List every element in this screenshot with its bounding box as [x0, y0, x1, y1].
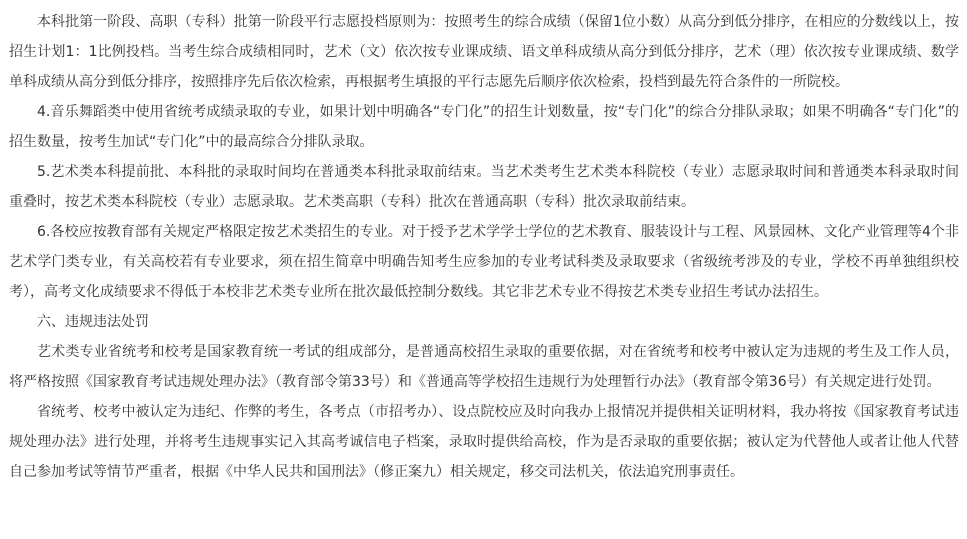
paragraph-violation-basis: 艺术类专业省统考和校考是国家教育统一考试的组成部分，是普通高校招生录取的重要依据，对在省统考和校考中被认定为违规的考生及工作人员，将严格按照《国家教育考试违规处理办法》（教育部令第33号）和《普通高等学校招生违规行为处理暂行办法》（教育部令第36号）有关规定进行处罚。 — [9, 344, 959, 390]
paragraph-violation-handling: 省统考、校考中被认定为违纪、作弊的考生，各考点（市招考办）、设点院校应及时向我办上报情况并提供相关证明材料，我办将按《国家教育考试违规处理办法》进行处理，并将考生违规事实记入其高考诚信电子档案，录取时提供给高校，作为是否录取的重要依据；被认定为代替他人或者让他人代替自己参加考试等情节严重者，根据《中华人民共和国刑法》（修正案九）相关规定，移交司法机关，依法追究刑事责任。 — [9, 404, 959, 480]
paragraph-admission-timing: 5.艺术类本科提前批、本科批的录取时间均在普通类本科批录取前结束。当艺术类考生艺术类本科院校（专业）志愿录取时间和普通类本科录取时间重叠时，按艺术类本科院校（专业）志愿录取。艺术类高职（专科）批次在普通高职（专科）批次录取前结束。 — [9, 164, 959, 210]
section-heading: 六、违规违法处罚 — [37, 314, 149, 330]
document-body — [9, 7, 959, 487]
paragraph-admission-principle: 本科批第一阶段、高职（专科）批第一阶段平行志愿投档原则为：按照考生的综合成绩（保留1位小数）从高分到低分排序，在相应的分数线以上，按招生计划1：1比例投档。当考生综合成绩相同时，艺术（文）依次按专业课成绩、语文单科成绩从高分到低分排序，艺术（理）依次按专业课成绩、数学单科成绩从高分到低分排序，按照排序先后依次检索，再根据考生填报的平行志愿先后顺序依次检索，投档到最先符合条件的一所院校。 — [9, 14, 959, 90]
paragraph-major-restrictions: 6.各校应按教育部有关规定严格限定按艺术类招生的专业。对于授予艺术学学士学位的艺术教育、服装设计与工程、风景园林、文化产业管理等4个非艺术学门类专业，有关高校若有专业要求，须在招生简章中明确告知考生应参加的专业考试科类及录取要求（省级统考涉及的专业，学校不再单独组织校考），高考文化成绩要求不得低于本校非艺术类专业所在批次最低控制分数线。其它非艺术专业不得按艺术类专业招生考试办法招生。 — [9, 224, 959, 300]
paragraph-music-dance: 4.音乐舞蹈类中使用省统考成绩录取的专业，如果计划中明确各“专门化”的招生计划数量，按“专门化”的综合分排队录取；如果不明确各“专门化”的招生数量，按考生加试“专门化”中的最高综合分排队录取。 — [9, 104, 959, 150]
